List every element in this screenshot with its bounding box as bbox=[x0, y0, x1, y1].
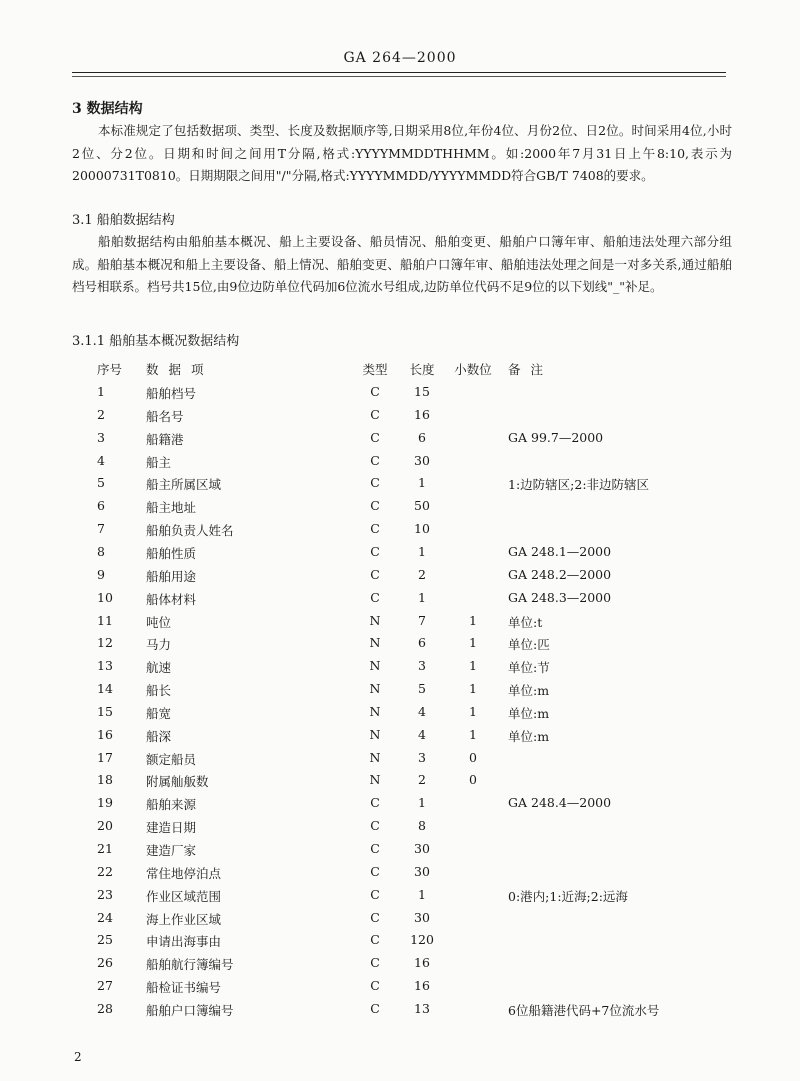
table-row bbox=[0, 818, 800, 840]
cell-item: 船舶档号 bbox=[146, 386, 197, 401]
table-row bbox=[0, 590, 800, 612]
table-row bbox=[0, 750, 800, 772]
table-row bbox=[0, 727, 800, 749]
cell-no: 3 bbox=[97, 429, 105, 445]
table-header bbox=[0, 360, 800, 382]
cell-len: 30 bbox=[414, 863, 430, 879]
cell-no: 13 bbox=[97, 658, 113, 674]
cell-type: N bbox=[369, 681, 381, 697]
cell-dec: 1 bbox=[469, 726, 477, 742]
table-row bbox=[0, 1001, 800, 1023]
cell-type: C bbox=[370, 452, 380, 468]
table-row bbox=[0, 407, 800, 429]
cell-no: 8 bbox=[97, 543, 105, 559]
header-item: 数据项 bbox=[146, 362, 214, 377]
cell-note: 单位:t bbox=[508, 614, 543, 630]
cell-note: GA 99.7—2000 bbox=[508, 429, 604, 445]
cell-no: 4 bbox=[97, 452, 105, 468]
cell-len: 1 bbox=[418, 795, 426, 811]
cell-len: 1 bbox=[418, 886, 426, 902]
table-row bbox=[0, 613, 800, 635]
cell-type: C bbox=[370, 863, 380, 879]
cell-len: 16 bbox=[414, 406, 430, 422]
cell-item: 海上作业区域 bbox=[146, 911, 222, 927]
cell-note: GA 248.4—2000 bbox=[508, 795, 612, 811]
cell-note: 0:港内;1:近海;2:远海 bbox=[508, 888, 628, 904]
cell-dec: 0 bbox=[469, 772, 477, 788]
cell-len: 30 bbox=[414, 452, 430, 468]
cell-type: C bbox=[370, 886, 380, 902]
cell-type: C bbox=[370, 841, 380, 856]
table-row bbox=[0, 453, 800, 475]
header-no: 序号 bbox=[97, 362, 123, 377]
cell-type: C bbox=[370, 795, 380, 811]
cell-type: C bbox=[370, 429, 380, 445]
cell-item: 申请出海事由 bbox=[146, 934, 222, 950]
cell-item: 船深 bbox=[146, 728, 172, 744]
cell-item: 船体材料 bbox=[146, 591, 197, 607]
cell-type: C bbox=[370, 909, 380, 925]
cell-len: 7 bbox=[418, 612, 426, 628]
cell-type: C bbox=[370, 978, 380, 994]
intro-paragraph: 本标准规定了包括数据项、类型、长度及数据顺序等,日期采用8位,年份4位、月份2位、日2位。时间采用4位,小时2位、分2位。日期和时间之间用T分隔,格式:YYYYMMDDTHHMM。如:2000年7月31日上午8:10,表示为20000731T0810。日期期限之间用"/"分隔,格式:YYYYMMDD/YYYYMMDD符合GB/T 7408的要求。 bbox=[72, 123, 732, 183]
header-rule bbox=[72, 72, 726, 73]
subsection-title-3-1-1: 3.1.1 船舶基本概况数据结构 bbox=[72, 334, 240, 349]
cell-item: 额定船员 bbox=[146, 751, 197, 767]
header-note: 备注 bbox=[508, 362, 554, 377]
cell-item: 船检证书编号 bbox=[146, 980, 222, 996]
cell-len: 2 bbox=[418, 566, 426, 582]
cell-type: C bbox=[370, 521, 380, 537]
cell-item: 建造厂家 bbox=[146, 843, 197, 858]
cell-item: 常住地停泊点 bbox=[146, 865, 222, 881]
cell-item: 船主地址 bbox=[146, 500, 197, 516]
cell-item: 船主 bbox=[146, 454, 172, 470]
cell-item: 附属舢舨数 bbox=[146, 774, 209, 790]
cell-type: N bbox=[369, 703, 381, 719]
table-row bbox=[0, 887, 800, 909]
cell-type: C bbox=[370, 955, 380, 971]
cell-dec: 1 bbox=[469, 681, 477, 697]
table-row bbox=[0, 864, 800, 886]
cell-note: GA 248.2—2000 bbox=[508, 566, 612, 582]
cell-type: C bbox=[370, 543, 380, 559]
standard-code: GA 264—2000 bbox=[343, 50, 457, 66]
cell-no: 28 bbox=[97, 1000, 113, 1016]
cell-no: 1 bbox=[97, 384, 105, 399]
cell-no: 7 bbox=[97, 521, 105, 537]
table-row bbox=[0, 795, 800, 817]
cell-item: 船舶负责人姓名 bbox=[146, 523, 234, 539]
cell-type: N bbox=[369, 658, 381, 674]
header-rule-thin bbox=[72, 76, 726, 77]
cell-note: 单位:m bbox=[508, 728, 550, 744]
cell-type: C bbox=[370, 818, 380, 834]
cell-no: 10 bbox=[97, 589, 113, 605]
cell-no: 6 bbox=[97, 498, 105, 514]
cell-type: C bbox=[370, 384, 380, 399]
cell-type: N bbox=[369, 772, 381, 788]
cell-no: 9 bbox=[97, 566, 105, 582]
cell-item: 船舶户口簿编号 bbox=[146, 1002, 234, 1018]
table-row bbox=[0, 521, 800, 543]
cell-len: 1 bbox=[418, 589, 426, 605]
cell-type: C bbox=[370, 498, 380, 514]
cell-len: 1 bbox=[418, 543, 426, 559]
cell-no: 22 bbox=[97, 863, 113, 879]
table-row bbox=[0, 475, 800, 497]
cell-type: N bbox=[369, 726, 381, 742]
header-len: 长度 bbox=[409, 362, 435, 377]
cell-len: 30 bbox=[414, 841, 430, 856]
cell-len: 120 bbox=[410, 932, 434, 948]
section-title: 3 数据结构 bbox=[72, 101, 143, 117]
cell-item: 吨位 bbox=[146, 614, 172, 630]
cell-len: 15 bbox=[414, 384, 430, 399]
table-row bbox=[0, 544, 800, 566]
cell-no: 5 bbox=[97, 475, 105, 491]
cell-type: N bbox=[369, 635, 381, 651]
page-number: 2 bbox=[74, 1050, 82, 1064]
cell-len: 3 bbox=[418, 749, 426, 765]
table-row bbox=[0, 841, 800, 863]
cell-dec: 1 bbox=[469, 635, 477, 651]
cell-no: 16 bbox=[97, 726, 113, 742]
cell-note: GA 248.1—2000 bbox=[508, 543, 612, 559]
cell-type: N bbox=[369, 749, 381, 765]
subsection-title-3-1: 3.1 船舶数据结构 bbox=[72, 213, 175, 228]
cell-item: 船长 bbox=[146, 683, 172, 699]
cell-no: 19 bbox=[97, 795, 113, 811]
table-row bbox=[0, 681, 800, 703]
header-dec: 小数位 bbox=[454, 362, 492, 377]
table-row bbox=[0, 567, 800, 589]
cell-note: 单位:节 bbox=[508, 660, 550, 676]
cell-type: C bbox=[370, 589, 380, 605]
table-row bbox=[0, 384, 800, 406]
cell-item: 船籍港 bbox=[146, 431, 184, 447]
table-row bbox=[0, 955, 800, 977]
table-row bbox=[0, 658, 800, 680]
cell-len: 16 bbox=[414, 955, 430, 971]
cell-len: 6 bbox=[418, 635, 426, 651]
table-row bbox=[0, 910, 800, 932]
cell-item: 船舶来源 bbox=[146, 797, 197, 813]
table-row bbox=[0, 772, 800, 794]
table-row bbox=[0, 704, 800, 726]
cell-no: 21 bbox=[97, 841, 113, 856]
cell-no: 14 bbox=[97, 681, 113, 697]
cell-no: 27 bbox=[97, 978, 113, 994]
cell-type: C bbox=[370, 475, 380, 491]
table-row bbox=[0, 498, 800, 520]
cell-item: 航速 bbox=[146, 660, 172, 676]
cell-len: 50 bbox=[414, 498, 430, 514]
header-type: 类型 bbox=[362, 362, 388, 377]
cell-no: 18 bbox=[97, 772, 113, 788]
cell-no: 2 bbox=[97, 406, 105, 422]
cell-no: 20 bbox=[97, 818, 113, 834]
table-row bbox=[0, 932, 800, 954]
ship-structure-paragraph: 船舶数据结构由船舶基本概况、船上主要设备、船员情况、船舶变更、船舶户口簿年审、船舶违法处理六部分组成。船舶基本概况和船上主要设备、船上情况、船舶变更、船舶户口簿年审、船舶违法处理之间是一对多关系,通过船舶档号相联系。档号共15位,由9位边防单位代码加6位流水号组成,边防单位代码不足9位的以下划线"_"补足。 bbox=[72, 234, 732, 294]
cell-type: C bbox=[370, 1000, 380, 1016]
cell-item: 船舶航行簿编号 bbox=[146, 957, 234, 973]
cell-dec: 1 bbox=[469, 658, 477, 674]
cell-no: 15 bbox=[97, 703, 113, 719]
cell-item: 作业区域范围 bbox=[146, 888, 222, 904]
table-row bbox=[0, 430, 800, 452]
cell-item: 船名号 bbox=[146, 408, 184, 424]
cell-item: 马力 bbox=[146, 637, 172, 653]
cell-len: 4 bbox=[418, 726, 426, 742]
cell-len: 4 bbox=[418, 703, 426, 719]
cell-len: 5 bbox=[418, 681, 426, 697]
cell-len: 6 bbox=[418, 429, 426, 445]
cell-no: 17 bbox=[97, 749, 113, 765]
cell-type: C bbox=[370, 566, 380, 582]
cell-item: 船宽 bbox=[146, 705, 172, 721]
cell-no: 23 bbox=[97, 886, 113, 902]
table-row bbox=[0, 978, 800, 1000]
cell-note: 1:边防辖区;2:非边防辖区 bbox=[508, 477, 650, 493]
cell-item: 船主所属区域 bbox=[146, 477, 222, 493]
cell-len: 13 bbox=[414, 1000, 430, 1016]
cell-note: 单位:m bbox=[508, 683, 550, 699]
cell-type: N bbox=[369, 612, 381, 628]
cell-dec: 0 bbox=[469, 749, 477, 765]
cell-no: 24 bbox=[97, 909, 113, 925]
cell-len: 10 bbox=[414, 521, 430, 537]
cell-len: 1 bbox=[418, 475, 426, 491]
cell-type: C bbox=[370, 406, 380, 422]
cell-type: C bbox=[370, 932, 380, 948]
cell-len: 3 bbox=[418, 658, 426, 674]
cell-item: 船舶用途 bbox=[146, 568, 197, 584]
cell-no: 12 bbox=[97, 635, 113, 651]
cell-dec: 1 bbox=[469, 703, 477, 719]
cell-no: 11 bbox=[97, 612, 113, 628]
cell-len: 2 bbox=[418, 772, 426, 788]
cell-note: 6位船籍港代码+7位流水号 bbox=[508, 1002, 660, 1018]
cell-len: 30 bbox=[414, 909, 430, 925]
cell-note: 单位:匹 bbox=[508, 637, 550, 653]
cell-item: 建造日期 bbox=[146, 820, 197, 836]
cell-dec: 1 bbox=[469, 612, 477, 628]
table-row bbox=[0, 635, 800, 657]
cell-note: GA 248.3—2000 bbox=[508, 589, 612, 605]
cell-len: 8 bbox=[418, 818, 426, 834]
cell-note: 单位:m bbox=[508, 705, 550, 721]
cell-item: 船舶性质 bbox=[146, 545, 197, 561]
cell-no: 25 bbox=[97, 932, 113, 948]
cell-no: 26 bbox=[97, 955, 113, 971]
cell-len: 16 bbox=[414, 978, 430, 994]
